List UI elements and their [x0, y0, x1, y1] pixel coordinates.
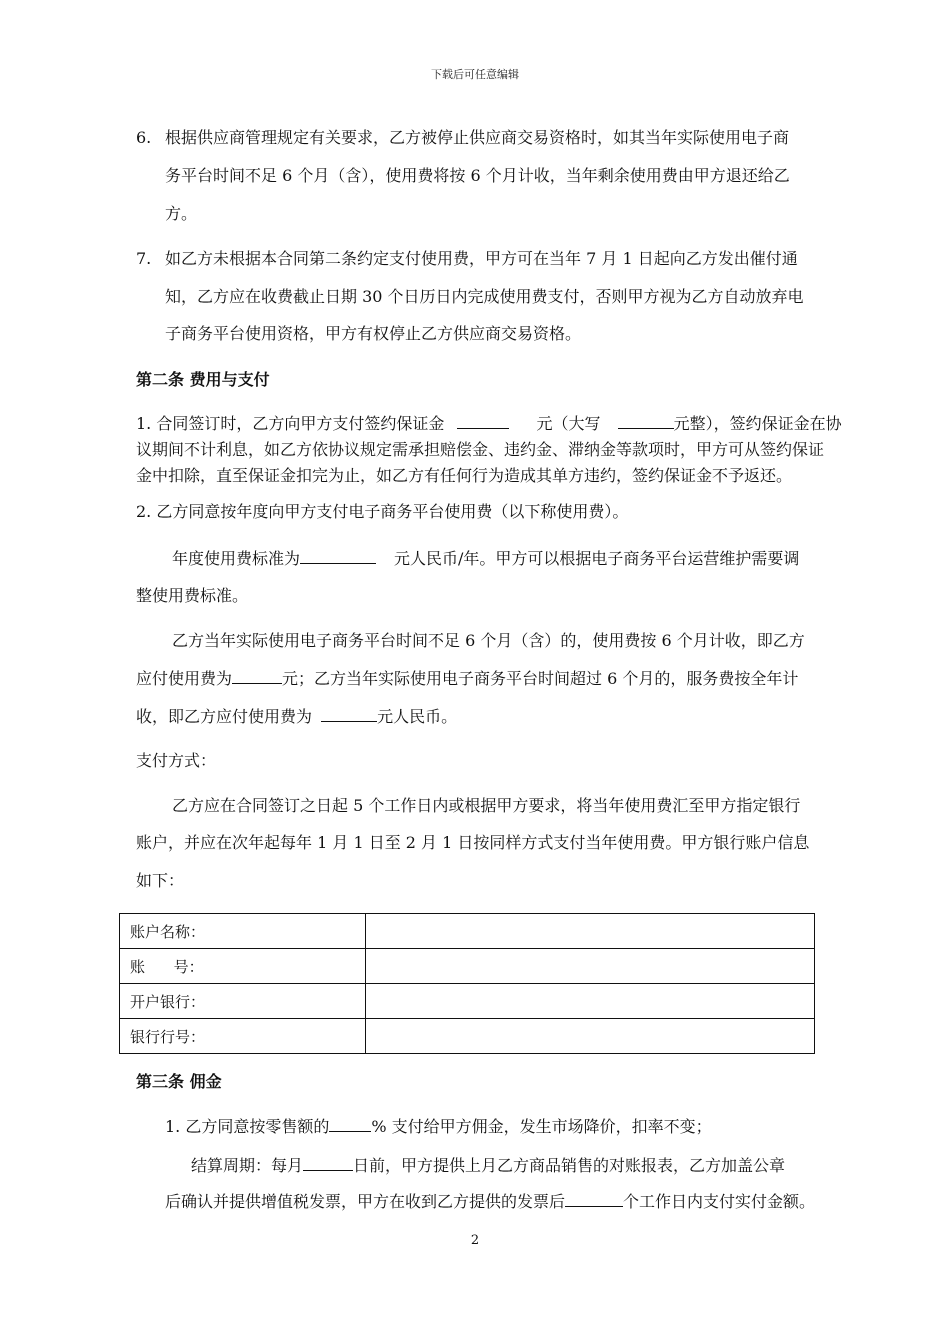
article-2-p4-line3	[136, 706, 457, 727]
item-line: 子商务平台使用资格，甲方有权停止乙方供应商交易资格。	[165, 324, 582, 343]
article-3-p2-line1	[191, 1155, 785, 1176]
account-name-value	[366, 914, 815, 949]
page-number: 2	[470, 1233, 480, 1248]
article-3-title: 第三条 佣金	[136, 1072, 222, 1091]
paragraph-line: 乙方当年实际使用电子商务平台时间不足 6 个月（含）的，使用费按 6 个月计收，即乙方	[172, 631, 805, 650]
account-number-value	[366, 949, 815, 984]
text-segment: 后确认并提供增值税发票，甲方在收到乙方提供的发票后	[165, 1192, 566, 1211]
page-header: 下载后可任意编辑	[431, 68, 519, 81]
text-segment: 1. 合同签订时，乙方向甲方支付签约保证金	[136, 414, 445, 433]
article-2-p1-line1	[136, 413, 842, 434]
text-segment: % 支付给甲方佣金，发生市场降价，扣率不变；	[371, 1117, 712, 1136]
bank-account-table	[119, 913, 815, 1054]
item-number: 6.	[136, 128, 152, 147]
table-row	[120, 1019, 815, 1054]
text-segment: 元人民币。	[377, 707, 458, 726]
item-line: 务平台时间不足 6 个月（含），使用费将按 6 个月计收，当年剩余使用费由甲方退还给乙	[165, 166, 790, 185]
item-line: 根据供应商管理规定有关要求，乙方被停止供应商交易资格时，如其当年实际使用电子商	[165, 128, 790, 147]
text-segment: 元整），签约保证金在协	[673, 414, 842, 433]
article-3-p2-line2	[165, 1191, 815, 1212]
bank-name-value	[366, 984, 815, 1019]
payment-method-label: 支付方式：	[136, 751, 217, 770]
item-line: 方。	[165, 204, 198, 223]
bank-code-value	[366, 1019, 815, 1054]
text-segment: 个工作日内支付实付金额。	[623, 1192, 816, 1211]
commission-rate-blank	[329, 1116, 371, 1132]
article-2-p4-line2	[136, 668, 798, 689]
deposit-amount-blank	[457, 413, 509, 429]
item-number: 7.	[136, 249, 152, 268]
paragraph-line: 议期间不计利息，如乙方依协议规定需承担赔偿金、违约金、滞纳金等款项时，甲方可从签约保证	[136, 440, 825, 459]
table-row	[120, 949, 815, 984]
paragraph-line: 整使用费标准。	[136, 586, 249, 605]
payment-days-blank	[565, 1191, 623, 1207]
paragraph-line: 乙方应在合同签订之日起 5 个工作日内或根据甲方要求，将当年使用费汇至甲方指定银行	[172, 796, 801, 815]
item-line: 如乙方未根据本合同第二条约定支付使用费，甲方可在当年 7 月 1 日起向乙方发出催付通	[165, 249, 798, 268]
text-segment: 元（大写	[536, 414, 601, 433]
table-row	[120, 984, 815, 1019]
text-segment: 结算周期：每月	[191, 1156, 304, 1175]
table-row	[120, 914, 815, 949]
bank-name-label: 开户银行：	[120, 984, 366, 1019]
account-number-label: 账 号：	[120, 949, 366, 984]
payable-fee-blank	[232, 668, 282, 684]
bank-code-label: 银行行号：	[120, 1019, 366, 1054]
text-segment: 年度使用费标准为	[172, 549, 301, 568]
text-segment: 1. 乙方同意按零售额的	[165, 1117, 330, 1136]
article-2-title: 第二条 费用与支付	[136, 370, 270, 389]
text-segment: 日前，甲方提供上月乙方商品销售的对账报表，乙方加盖公章	[353, 1156, 786, 1175]
article-3-p1	[165, 1116, 712, 1137]
text-segment: 收，即乙方应付使用费为	[136, 707, 313, 726]
item-line: 知，乙方应在收费截止日期 30 个日历日内完成使用费支付，否则甲方视为乙方自动放弃电	[165, 287, 804, 306]
paragraph-line: 账户，并应在次年起每年 1 月 1 日至 2 月 1 日按同样方式支付当年使用费。甲方银行账户信息	[136, 833, 810, 852]
text-segment: 元人民币/年。甲方可以根据电子商务平台运营维护需要调	[394, 549, 800, 568]
settlement-day-blank	[303, 1155, 353, 1171]
account-name-label: 账户名称：	[120, 914, 366, 949]
text-segment: 应付使用费为	[136, 669, 233, 688]
payable-total-blank	[321, 706, 377, 722]
article-2-p3-line1	[172, 548, 799, 569]
deposit-uppercase-blank	[618, 413, 674, 429]
text-segment: 元；乙方当年实际使用电子商务平台时间超过 6 个月的，服务费按全年计	[282, 669, 799, 688]
paragraph-line: 如下：	[136, 871, 185, 890]
article-2-p2: 2. 乙方同意按年度向甲方支付电子商务平台使用费（以下称使用费）。	[136, 502, 629, 521]
paragraph-line: 金中扣除，直至保证金扣完为止，如乙方有任何行为造成其单方违约，签约保证金不予返还。	[136, 466, 793, 485]
annual-fee-blank	[300, 548, 376, 564]
